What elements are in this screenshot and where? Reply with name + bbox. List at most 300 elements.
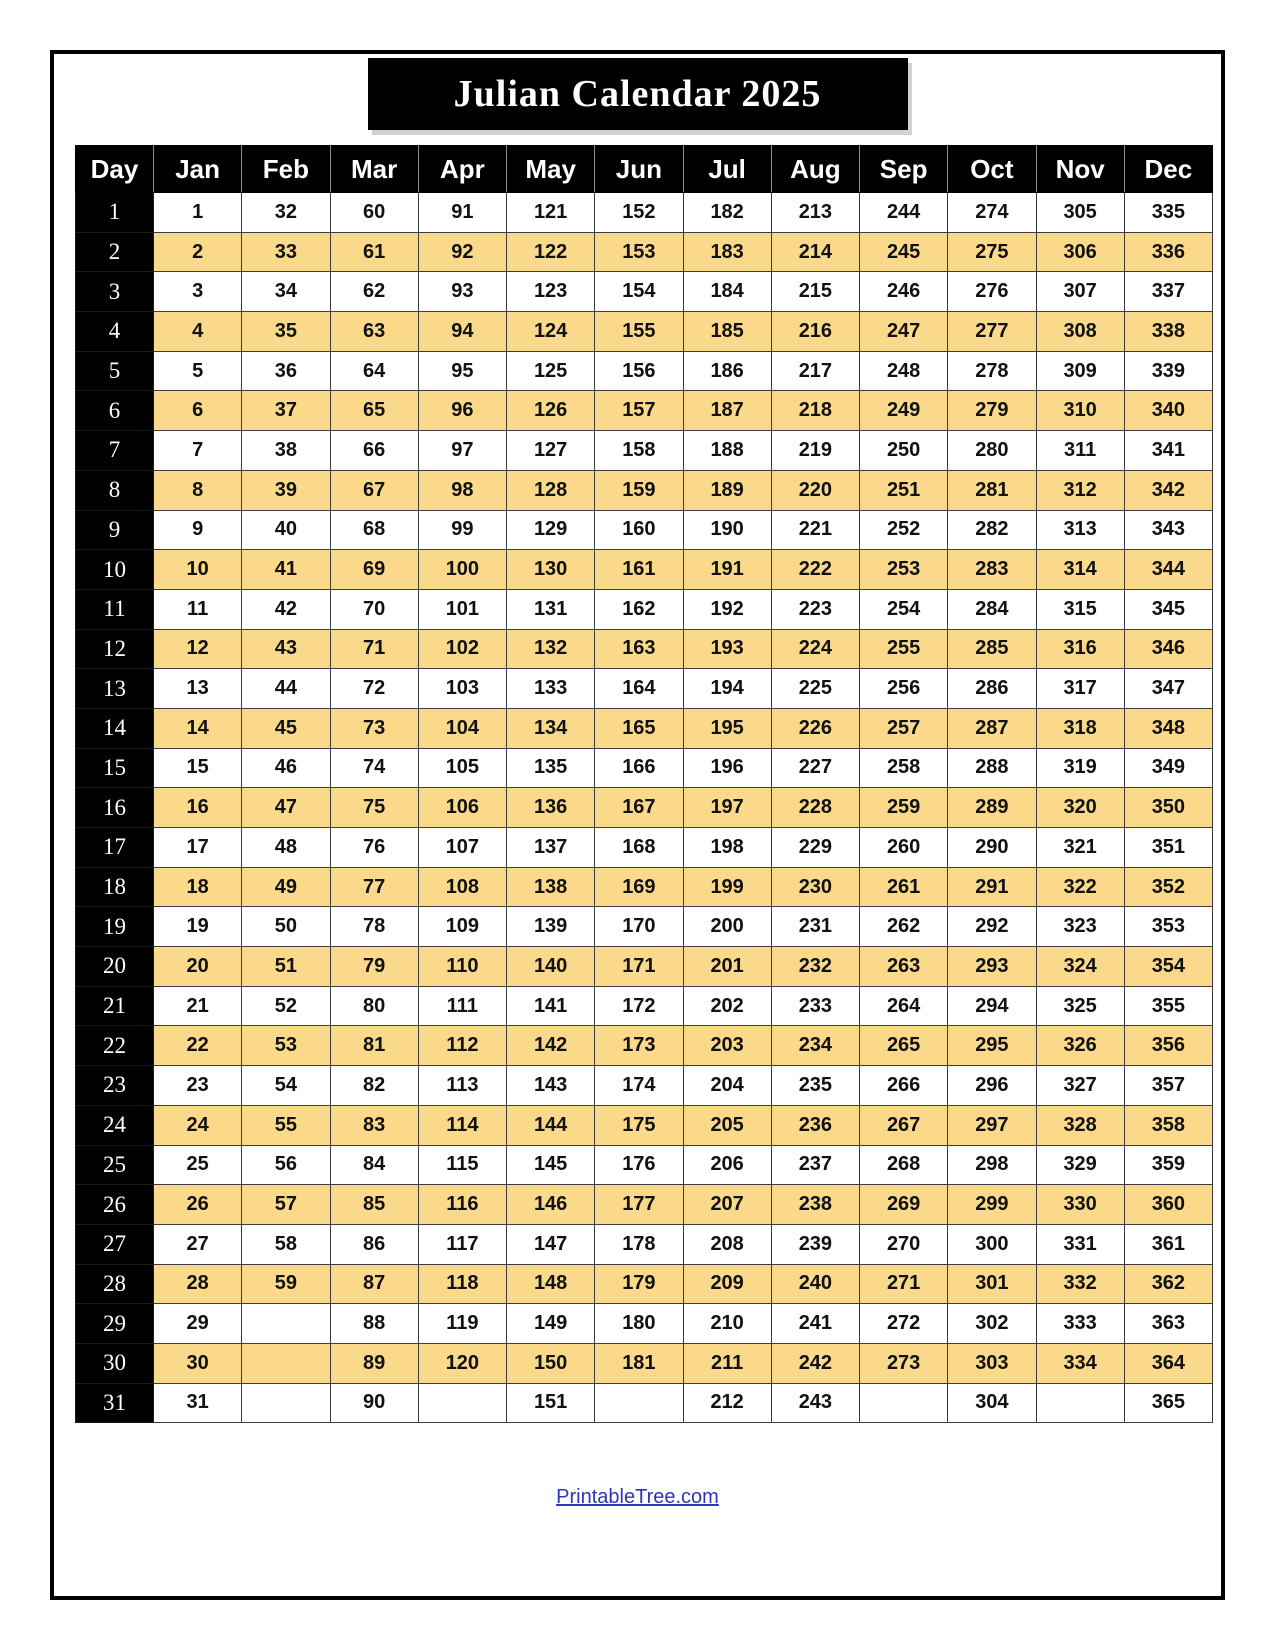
value-cell: 94 <box>418 312 506 352</box>
value-cell: 310 <box>1036 391 1124 431</box>
value-cell: 31 <box>154 1383 242 1423</box>
value-cell: 341 <box>1124 431 1212 471</box>
value-cell: 158 <box>595 431 683 471</box>
value-cell: 314 <box>1036 550 1124 590</box>
value-cell: 27 <box>154 1224 242 1264</box>
value-cell: 245 <box>860 232 948 272</box>
value-cell: 343 <box>1124 510 1212 550</box>
value-cell: 340 <box>1124 391 1212 431</box>
value-cell: 2 <box>154 232 242 272</box>
value-cell: 261 <box>860 867 948 907</box>
value-cell: 47 <box>242 788 330 828</box>
value-cell: 15 <box>154 748 242 788</box>
value-cell: 278 <box>948 351 1036 391</box>
value-cell: 39 <box>242 470 330 510</box>
value-cell: 257 <box>860 708 948 748</box>
value-cell: 354 <box>1124 947 1212 987</box>
value-cell: 281 <box>948 470 1036 510</box>
value-cell: 228 <box>771 788 859 828</box>
page-title: Julian Calendar 2025 <box>368 58 908 130</box>
value-cell: 315 <box>1036 589 1124 629</box>
value-cell: 7 <box>154 431 242 471</box>
value-cell: 174 <box>595 1066 683 1106</box>
value-cell: 238 <box>771 1185 859 1225</box>
value-cell: 225 <box>771 669 859 709</box>
value-cell <box>595 1383 683 1423</box>
value-cell: 110 <box>418 947 506 987</box>
value-cell: 186 <box>683 351 771 391</box>
value-cell: 38 <box>242 431 330 471</box>
value-cell: 64 <box>330 351 418 391</box>
day-cell: 4 <box>76 312 154 352</box>
page-border-frame <box>50 50 1225 1600</box>
value-cell: 260 <box>860 828 948 868</box>
day-cell: 9 <box>76 510 154 550</box>
value-cell: 119 <box>418 1304 506 1344</box>
value-cell: 60 <box>330 193 418 233</box>
value-cell: 216 <box>771 312 859 352</box>
value-cell: 10 <box>154 550 242 590</box>
value-cell: 104 <box>418 708 506 748</box>
value-cell: 22 <box>154 1026 242 1066</box>
value-cell: 332 <box>1036 1264 1124 1304</box>
value-cell: 204 <box>683 1066 771 1106</box>
value-cell: 312 <box>1036 470 1124 510</box>
value-cell: 164 <box>595 669 683 709</box>
value-cell: 150 <box>507 1343 595 1383</box>
table-row <box>76 907 1213 947</box>
value-cell: 339 <box>1124 351 1212 391</box>
value-cell: 24 <box>154 1105 242 1145</box>
value-cell: 365 <box>1124 1383 1212 1423</box>
value-cell: 348 <box>1124 708 1212 748</box>
value-cell: 222 <box>771 550 859 590</box>
value-cell: 363 <box>1124 1304 1212 1344</box>
value-cell: 85 <box>330 1185 418 1225</box>
value-cell: 273 <box>860 1343 948 1383</box>
value-cell: 181 <box>595 1343 683 1383</box>
value-cell: 155 <box>595 312 683 352</box>
value-cell: 303 <box>948 1343 1036 1383</box>
value-cell: 183 <box>683 232 771 272</box>
value-cell: 220 <box>771 470 859 510</box>
value-cell: 154 <box>595 272 683 312</box>
value-cell: 318 <box>1036 708 1124 748</box>
table-row <box>76 1224 1213 1264</box>
day-cell: 30 <box>76 1343 154 1383</box>
table-row <box>76 1105 1213 1145</box>
value-cell: 329 <box>1036 1145 1124 1185</box>
value-cell: 125 <box>507 351 595 391</box>
column-header-dec: Dec <box>1124 146 1212 193</box>
value-cell: 308 <box>1036 312 1124 352</box>
value-cell: 229 <box>771 828 859 868</box>
value-cell: 73 <box>330 708 418 748</box>
day-cell: 12 <box>76 629 154 669</box>
value-cell: 144 <box>507 1105 595 1145</box>
value-cell: 96 <box>418 391 506 431</box>
value-cell: 137 <box>507 828 595 868</box>
value-cell: 146 <box>507 1185 595 1225</box>
table-row <box>76 788 1213 828</box>
value-cell: 218 <box>771 391 859 431</box>
value-cell: 115 <box>418 1145 506 1185</box>
value-cell: 11 <box>154 589 242 629</box>
value-cell: 108 <box>418 867 506 907</box>
value-cell: 269 <box>860 1185 948 1225</box>
value-cell: 295 <box>948 1026 1036 1066</box>
value-cell: 103 <box>418 669 506 709</box>
value-cell: 131 <box>507 589 595 629</box>
day-cell: 21 <box>76 986 154 1026</box>
value-cell: 309 <box>1036 351 1124 391</box>
value-cell: 236 <box>771 1105 859 1145</box>
value-cell: 95 <box>418 351 506 391</box>
value-cell: 109 <box>418 907 506 947</box>
value-cell: 267 <box>860 1105 948 1145</box>
value-cell: 250 <box>860 431 948 471</box>
value-cell <box>418 1383 506 1423</box>
value-cell: 185 <box>683 312 771 352</box>
value-cell: 68 <box>330 510 418 550</box>
value-cell: 12 <box>154 629 242 669</box>
value-cell: 105 <box>418 748 506 788</box>
value-cell: 276 <box>948 272 1036 312</box>
value-cell: 40 <box>242 510 330 550</box>
value-cell: 62 <box>330 272 418 312</box>
value-cell: 167 <box>595 788 683 828</box>
value-cell: 130 <box>507 550 595 590</box>
value-cell: 179 <box>595 1264 683 1304</box>
value-cell: 49 <box>242 867 330 907</box>
value-cell: 336 <box>1124 232 1212 272</box>
value-cell: 71 <box>330 629 418 669</box>
value-cell: 141 <box>507 986 595 1026</box>
day-cell: 25 <box>76 1145 154 1185</box>
julian-calendar-table <box>75 145 1213 1423</box>
value-cell: 66 <box>330 431 418 471</box>
day-cell: 6 <box>76 391 154 431</box>
value-cell: 93 <box>418 272 506 312</box>
value-cell: 72 <box>330 669 418 709</box>
value-cell: 282 <box>948 510 1036 550</box>
value-cell: 252 <box>860 510 948 550</box>
table-row <box>76 351 1213 391</box>
value-cell: 28 <box>154 1264 242 1304</box>
value-cell: 351 <box>1124 828 1212 868</box>
day-cell: 11 <box>76 589 154 629</box>
value-cell: 239 <box>771 1224 859 1264</box>
day-cell: 26 <box>76 1185 154 1225</box>
value-cell: 324 <box>1036 947 1124 987</box>
value-cell: 129 <box>507 510 595 550</box>
table-row <box>76 629 1213 669</box>
value-cell: 219 <box>771 431 859 471</box>
table-row <box>76 1343 1213 1383</box>
value-cell: 5 <box>154 351 242 391</box>
value-cell: 19 <box>154 907 242 947</box>
value-cell <box>1036 1383 1124 1423</box>
value-cell: 255 <box>860 629 948 669</box>
value-cell: 111 <box>418 986 506 1026</box>
day-cell: 19 <box>76 907 154 947</box>
value-cell: 92 <box>418 232 506 272</box>
day-cell: 18 <box>76 867 154 907</box>
value-cell: 163 <box>595 629 683 669</box>
column-header-jan: Jan <box>154 146 242 193</box>
value-cell: 135 <box>507 748 595 788</box>
value-cell: 118 <box>418 1264 506 1304</box>
value-cell: 101 <box>418 589 506 629</box>
value-cell: 102 <box>418 629 506 669</box>
value-cell: 54 <box>242 1066 330 1106</box>
value-cell: 300 <box>948 1224 1036 1264</box>
value-cell: 70 <box>330 589 418 629</box>
value-cell: 338 <box>1124 312 1212 352</box>
value-cell: 189 <box>683 470 771 510</box>
value-cell: 356 <box>1124 1026 1212 1066</box>
value-cell: 87 <box>330 1264 418 1304</box>
value-cell: 69 <box>330 550 418 590</box>
value-cell: 51 <box>242 947 330 987</box>
value-cell: 284 <box>948 589 1036 629</box>
value-cell: 320 <box>1036 788 1124 828</box>
value-cell: 65 <box>330 391 418 431</box>
value-cell: 86 <box>330 1224 418 1264</box>
table-row <box>76 232 1213 272</box>
value-cell: 349 <box>1124 748 1212 788</box>
value-cell: 244 <box>860 193 948 233</box>
value-cell: 196 <box>683 748 771 788</box>
value-cell: 20 <box>154 947 242 987</box>
value-cell: 345 <box>1124 589 1212 629</box>
value-cell: 142 <box>507 1026 595 1066</box>
value-cell: 334 <box>1036 1343 1124 1383</box>
value-cell: 61 <box>330 232 418 272</box>
column-header-sep: Sep <box>860 146 948 193</box>
value-cell: 350 <box>1124 788 1212 828</box>
value-cell: 347 <box>1124 669 1212 709</box>
value-cell: 304 <box>948 1383 1036 1423</box>
value-cell: 243 <box>771 1383 859 1423</box>
value-cell: 30 <box>154 1343 242 1383</box>
value-cell: 55 <box>242 1105 330 1145</box>
value-cell: 247 <box>860 312 948 352</box>
value-cell: 157 <box>595 391 683 431</box>
table-row <box>76 1066 1213 1106</box>
value-cell: 74 <box>330 748 418 788</box>
value-cell: 246 <box>860 272 948 312</box>
value-cell: 321 <box>1036 828 1124 868</box>
day-cell: 27 <box>76 1224 154 1264</box>
table-row <box>76 391 1213 431</box>
value-cell: 34 <box>242 272 330 312</box>
value-cell: 32 <box>242 193 330 233</box>
value-cell: 212 <box>683 1383 771 1423</box>
value-cell: 330 <box>1036 1185 1124 1225</box>
column-header-jul: Jul <box>683 146 771 193</box>
value-cell: 122 <box>507 232 595 272</box>
value-cell: 359 <box>1124 1145 1212 1185</box>
value-cell: 241 <box>771 1304 859 1344</box>
value-cell: 132 <box>507 629 595 669</box>
value-cell: 268 <box>860 1145 948 1185</box>
value-cell: 191 <box>683 550 771 590</box>
footer-link[interactable]: PrintableTree.com <box>556 1486 719 1508</box>
table-row <box>76 272 1213 312</box>
value-cell: 230 <box>771 867 859 907</box>
value-cell <box>242 1383 330 1423</box>
value-cell: 335 <box>1124 193 1212 233</box>
value-cell: 357 <box>1124 1066 1212 1106</box>
value-cell: 316 <box>1036 629 1124 669</box>
value-cell: 182 <box>683 193 771 233</box>
value-cell: 289 <box>948 788 1036 828</box>
value-cell: 172 <box>595 986 683 1026</box>
value-cell: 133 <box>507 669 595 709</box>
value-cell: 198 <box>683 828 771 868</box>
value-cell: 299 <box>948 1185 1036 1225</box>
value-cell: 57 <box>242 1185 330 1225</box>
value-cell: 353 <box>1124 907 1212 947</box>
value-cell: 17 <box>154 828 242 868</box>
value-cell: 307 <box>1036 272 1124 312</box>
value-cell: 178 <box>595 1224 683 1264</box>
table-row <box>76 470 1213 510</box>
table-row <box>76 1145 1213 1185</box>
table-row <box>76 986 1213 1026</box>
value-cell: 6 <box>154 391 242 431</box>
value-cell: 139 <box>507 907 595 947</box>
value-cell: 138 <box>507 867 595 907</box>
value-cell: 123 <box>507 272 595 312</box>
value-cell: 148 <box>507 1264 595 1304</box>
value-cell: 317 <box>1036 669 1124 709</box>
value-cell: 342 <box>1124 470 1212 510</box>
value-cell: 294 <box>948 986 1036 1026</box>
value-cell: 331 <box>1036 1224 1124 1264</box>
value-cell: 283 <box>948 550 1036 590</box>
value-cell: 275 <box>948 232 1036 272</box>
value-cell: 165 <box>595 708 683 748</box>
column-header-feb: Feb <box>242 146 330 193</box>
value-cell: 90 <box>330 1383 418 1423</box>
value-cell: 337 <box>1124 272 1212 312</box>
value-cell: 75 <box>330 788 418 828</box>
value-cell: 21 <box>154 986 242 1026</box>
value-cell: 26 <box>154 1185 242 1225</box>
value-cell: 263 <box>860 947 948 987</box>
table-row <box>76 1026 1213 1066</box>
value-cell: 296 <box>948 1066 1036 1106</box>
value-cell: 210 <box>683 1304 771 1344</box>
value-cell: 286 <box>948 669 1036 709</box>
value-cell: 301 <box>948 1264 1036 1304</box>
value-cell: 145 <box>507 1145 595 1185</box>
day-cell: 3 <box>76 272 154 312</box>
day-cell: 31 <box>76 1383 154 1423</box>
value-cell: 311 <box>1036 431 1124 471</box>
table-row <box>76 1185 1213 1225</box>
value-cell: 120 <box>418 1343 506 1383</box>
value-cell: 279 <box>948 391 1036 431</box>
value-cell: 43 <box>242 629 330 669</box>
value-cell: 117 <box>418 1224 506 1264</box>
value-cell: 254 <box>860 589 948 629</box>
table-row <box>76 748 1213 788</box>
value-cell: 177 <box>595 1185 683 1225</box>
day-cell: 10 <box>76 550 154 590</box>
value-cell: 99 <box>418 510 506 550</box>
table-header <box>76 146 1213 193</box>
value-cell: 242 <box>771 1343 859 1383</box>
value-cell: 114 <box>418 1105 506 1145</box>
value-cell: 237 <box>771 1145 859 1185</box>
value-cell: 344 <box>1124 550 1212 590</box>
value-cell: 14 <box>154 708 242 748</box>
value-cell: 190 <box>683 510 771 550</box>
value-cell: 231 <box>771 907 859 947</box>
value-cell: 171 <box>595 947 683 987</box>
footer <box>54 1486 1221 1509</box>
value-cell: 53 <box>242 1026 330 1066</box>
value-cell: 293 <box>948 947 1036 987</box>
value-cell: 352 <box>1124 867 1212 907</box>
value-cell: 240 <box>771 1264 859 1304</box>
value-cell: 100 <box>418 550 506 590</box>
column-header-apr: Apr <box>418 146 506 193</box>
value-cell: 76 <box>330 828 418 868</box>
value-cell: 88 <box>330 1304 418 1344</box>
value-cell: 306 <box>1036 232 1124 272</box>
value-cell: 18 <box>154 867 242 907</box>
value-cell: 280 <box>948 431 1036 471</box>
value-cell: 364 <box>1124 1343 1212 1383</box>
value-cell <box>242 1343 330 1383</box>
column-header-nov: Nov <box>1036 146 1124 193</box>
value-cell: 211 <box>683 1343 771 1383</box>
table-row <box>76 312 1213 352</box>
value-cell: 362 <box>1124 1264 1212 1304</box>
day-cell: 22 <box>76 1026 154 1066</box>
value-cell: 184 <box>683 272 771 312</box>
value-cell: 297 <box>948 1105 1036 1145</box>
value-cell: 3 <box>154 272 242 312</box>
value-cell: 151 <box>507 1383 595 1423</box>
column-header-mar: Mar <box>330 146 418 193</box>
value-cell: 256 <box>860 669 948 709</box>
value-cell: 89 <box>330 1343 418 1383</box>
column-header-aug: Aug <box>771 146 859 193</box>
value-cell: 270 <box>860 1224 948 1264</box>
value-cell: 140 <box>507 947 595 987</box>
value-cell: 188 <box>683 431 771 471</box>
value-cell: 63 <box>330 312 418 352</box>
table-row <box>76 193 1213 233</box>
value-cell: 134 <box>507 708 595 748</box>
value-cell: 35 <box>242 312 330 352</box>
value-cell: 180 <box>595 1304 683 1344</box>
value-cell: 272 <box>860 1304 948 1344</box>
value-cell: 23 <box>154 1066 242 1106</box>
value-cell: 200 <box>683 907 771 947</box>
value-cell: 358 <box>1124 1105 1212 1145</box>
value-cell: 80 <box>330 986 418 1026</box>
value-cell: 202 <box>683 986 771 1026</box>
value-cell: 213 <box>771 193 859 233</box>
value-cell: 234 <box>771 1026 859 1066</box>
table-row <box>76 867 1213 907</box>
